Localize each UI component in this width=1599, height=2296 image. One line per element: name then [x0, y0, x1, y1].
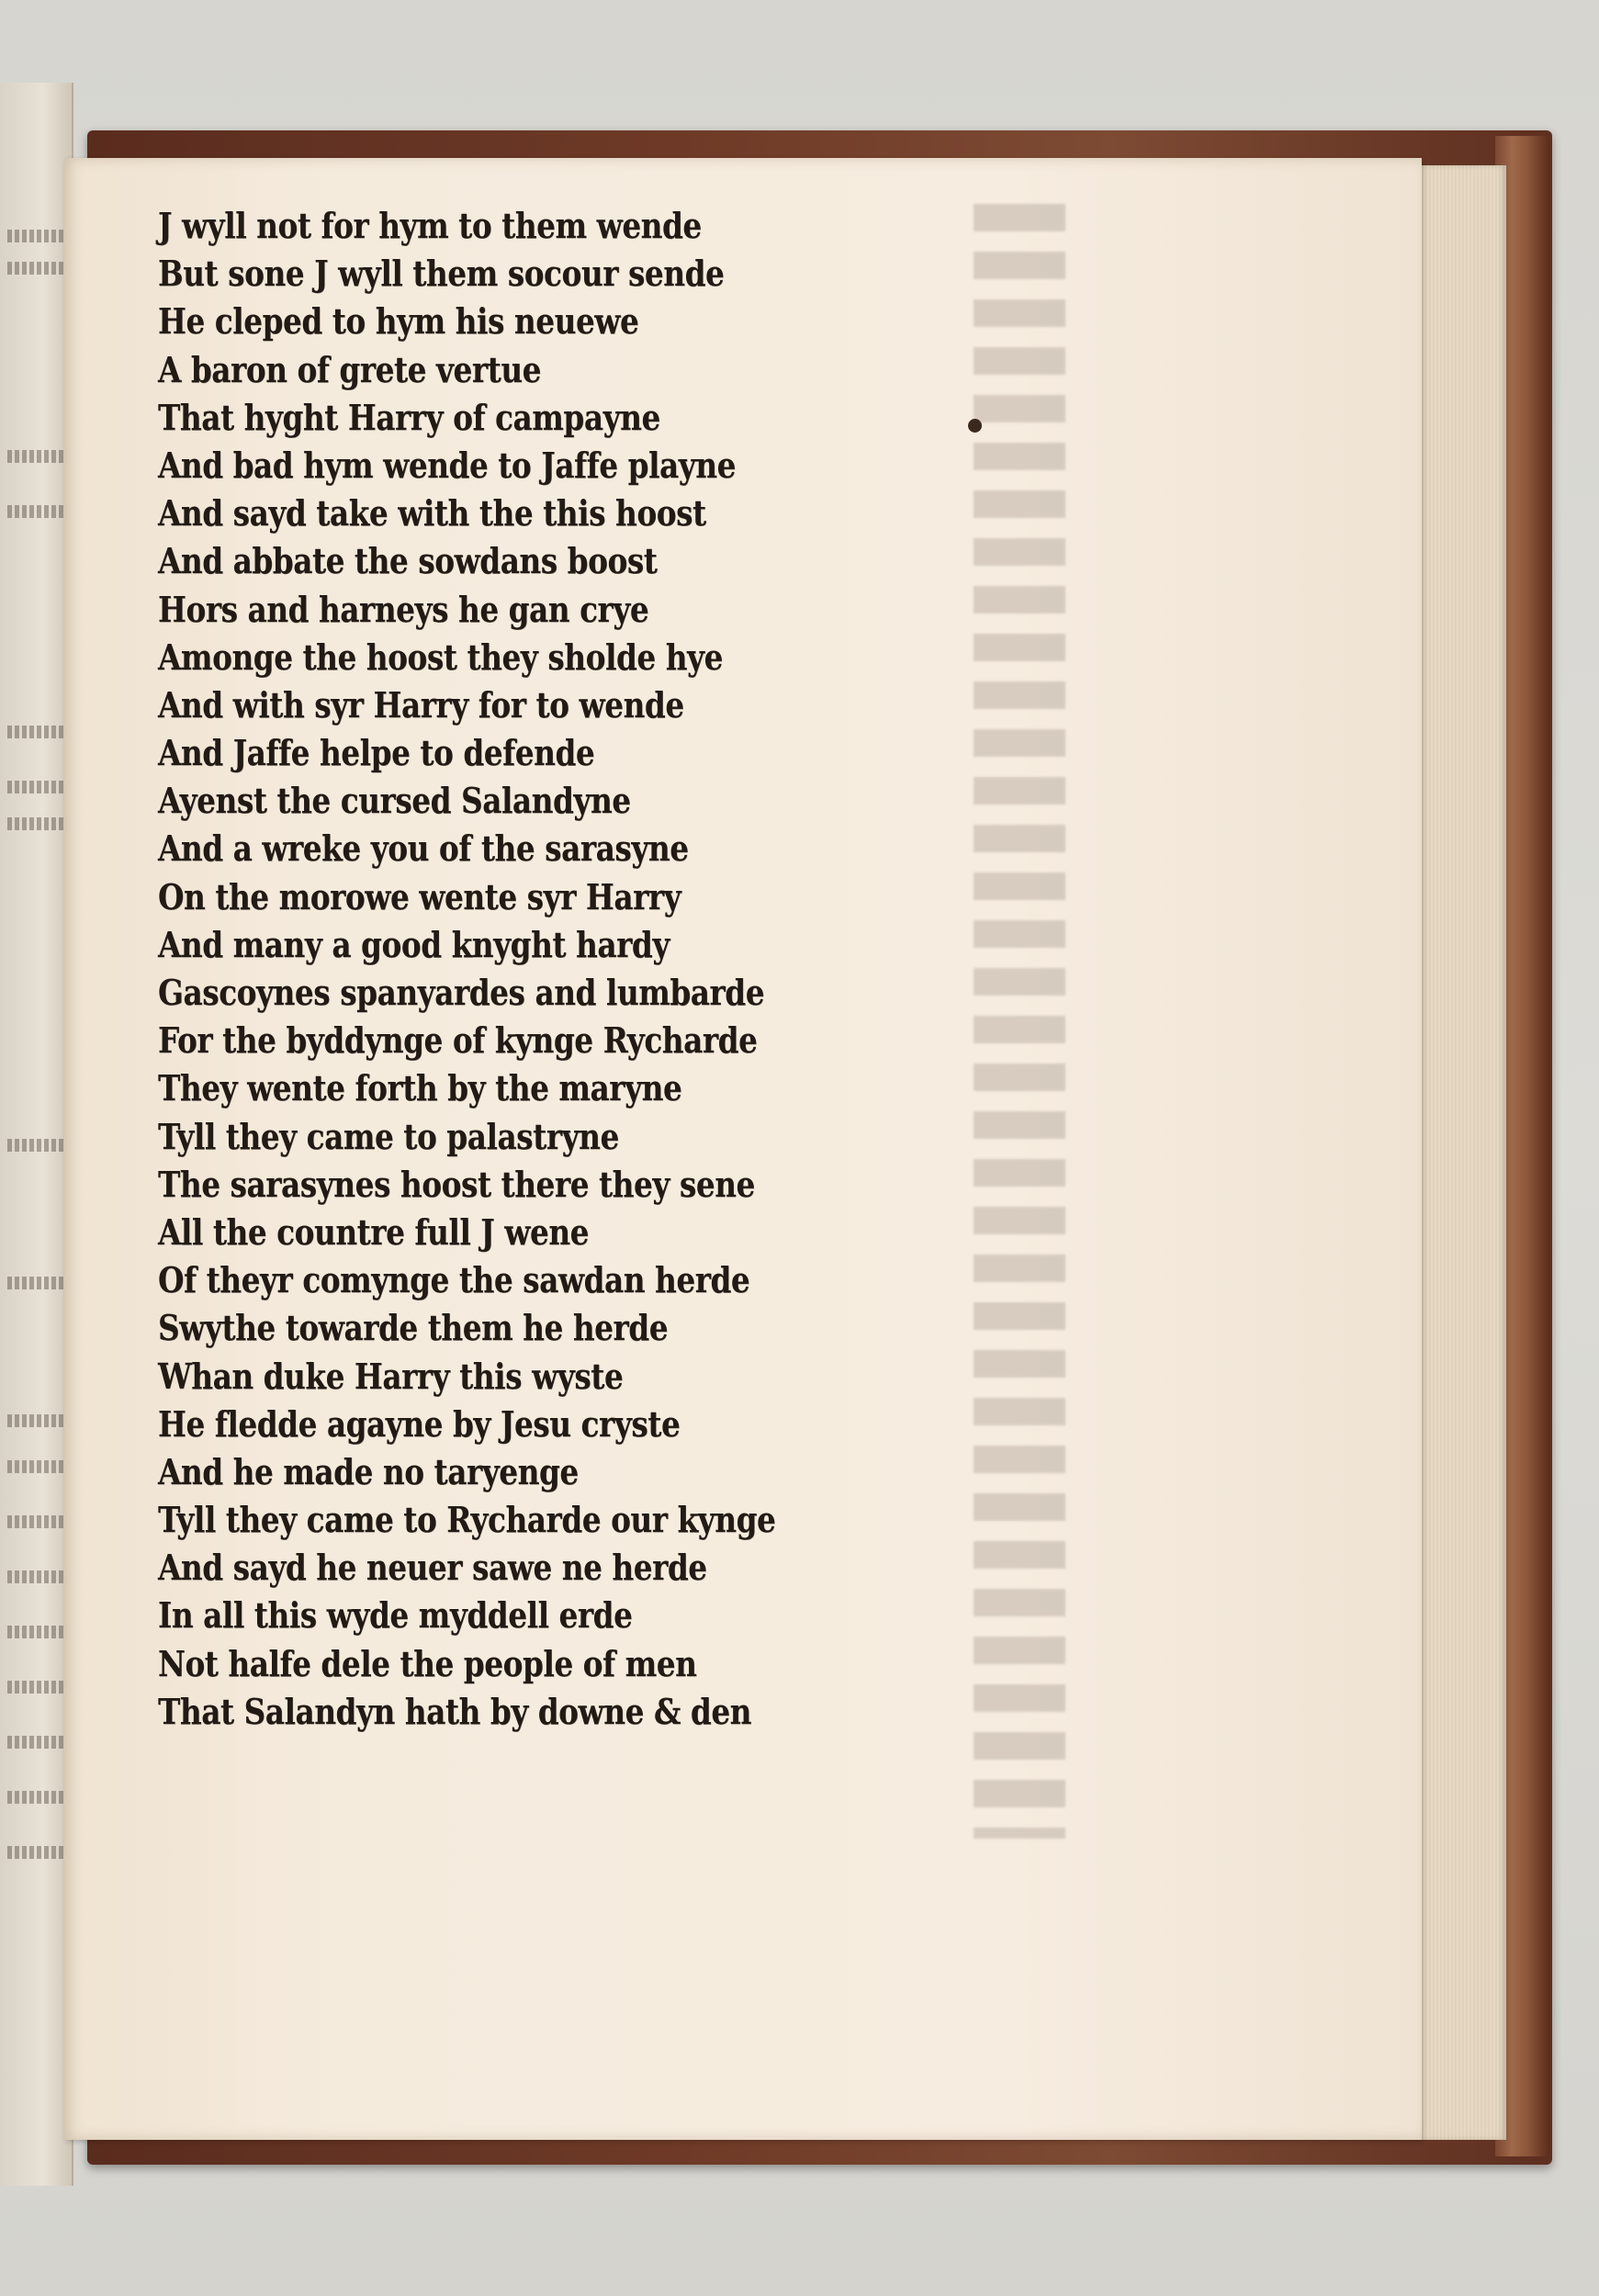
left-page-text-fragment — [7, 1460, 64, 1473]
verse-line: Not halfe dele the people of men — [158, 1642, 697, 1684]
left-page-text-fragment — [7, 1139, 64, 1152]
verse-line: And a wreke you of the sarasyne — [158, 827, 689, 870]
verso-show-through — [974, 204, 1065, 1839]
left-page-text-fragment — [7, 1846, 64, 1859]
verse-line: Tyll they came to Rycharde our kynge — [158, 1499, 776, 1541]
verse-line: And with syr Harry for to wende — [158, 683, 684, 726]
verse-line: On the morowe wente syr Harry — [158, 875, 681, 917]
wormhole — [968, 419, 982, 433]
left-page-text-fragment — [7, 230, 64, 242]
verse-line: And sayd he neuer sawe ne herde — [158, 1547, 707, 1589]
verse-line: And abbate the sowdans boost — [158, 540, 658, 582]
left-page-text-fragment — [7, 817, 64, 830]
left-page-text-fragment — [7, 1626, 64, 1638]
left-page-text-fragment — [7, 781, 64, 793]
verse-line: And sayd take with the this hoost — [158, 492, 706, 535]
verse-line: All the countre full J wene — [158, 1210, 590, 1253]
verse-line: And bad hym wende to Jaffe playne — [158, 444, 736, 486]
verse-line: Whan duke Harry this wyste — [158, 1355, 624, 1397]
verse-line: Swythe towarde them he herde — [158, 1307, 669, 1349]
left-page-text-fragment — [7, 1791, 64, 1804]
verse-line: The sarasynes hoost there they sene — [158, 1163, 755, 1205]
left-page-text-fragment — [7, 1570, 64, 1583]
verse-line: In all this wyde myddell erde — [158, 1594, 633, 1637]
verse-line: Ayenst the cursed Salandyne — [158, 780, 631, 822]
verse-line: But sone J wyll them socour sende — [158, 253, 725, 295]
verse-line: That hyght Harry of campayne — [158, 396, 660, 438]
verse-line: And he made no taryenge — [158, 1450, 579, 1492]
verse-line: And many a good knyght hardy — [158, 923, 670, 965]
left-page-text-fragment — [7, 1515, 64, 1528]
verse-line: Tyll they came to palastryne — [158, 1115, 619, 1157]
verse-line: Gascoynes spanyardes and lumbarde — [158, 972, 765, 1013]
left-page-text-fragment — [7, 726, 64, 738]
verse-line: Of theyr comynge the sawdan herde — [158, 1259, 750, 1301]
verse-line: Amonge the hoost they sholde hye — [158, 636, 723, 678]
left-page-text-fragment — [7, 1277, 64, 1289]
left-page-text-fragment — [7, 1681, 64, 1694]
left-page-text-fragment — [7, 1736, 64, 1749]
verse-line: And Jaffe helpe to defende — [158, 732, 595, 774]
left-page-text-fragment — [7, 1414, 64, 1427]
verse-line: For the byddynge of kynge Rycharde — [158, 1019, 758, 1062]
verse-line: They wente forth by the maryne — [158, 1067, 682, 1109]
verse-line: That Salandyn hath by downe & den — [158, 1690, 752, 1732]
verse-text — [158, 202, 966, 1736]
left-page-text-fragment — [7, 262, 64, 275]
verse-line: J wyll not for hym to them wende — [158, 205, 702, 246]
verse-line: He fledde agayne by Jesu cryste — [158, 1402, 681, 1445]
verse-line: A baron of grete vertue — [158, 348, 542, 390]
verse-line: Hors and harneys he gan crye — [158, 588, 649, 630]
verse-line: He cleped to hym his neuewe — [158, 300, 639, 343]
left-facing-page — [0, 83, 73, 2186]
left-page-text-fragment — [7, 505, 64, 518]
left-page-text-fragment — [7, 450, 64, 463]
